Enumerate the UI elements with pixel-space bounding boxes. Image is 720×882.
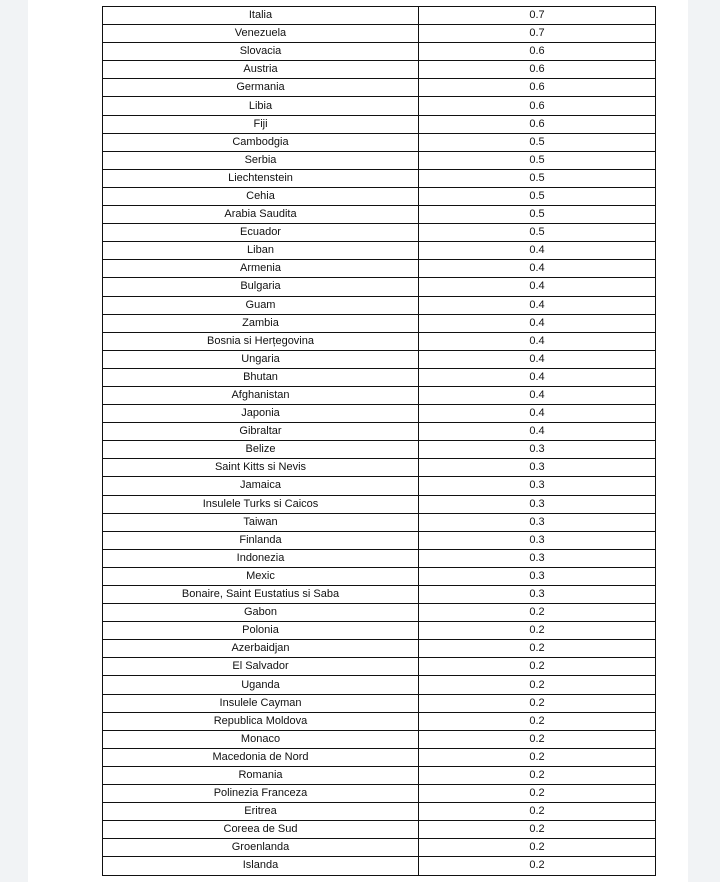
value-cell: 0.2 [419,839,656,857]
value-cell: 0.5 [419,224,656,242]
value-cell: 0.7 [419,25,656,43]
table-row [103,43,656,61]
value-cell: 0.2 [419,712,656,730]
value-cell: 0.3 [419,586,656,604]
country-cell: El Salvador [103,658,419,676]
country-cell: Serbia [103,151,419,169]
table-row [103,821,656,839]
table-row [103,549,656,567]
country-cell: Bosnia si Herțegovina [103,332,419,350]
value-cell: 0.2 [419,604,656,622]
country-cell: Indonezia [103,549,419,567]
table-row [103,296,656,314]
country-cell: Cambodgia [103,133,419,151]
country-cell: Ungaria [103,350,419,368]
value-cell: 0.4 [419,405,656,423]
value-cell: 0.5 [419,169,656,187]
country-cell: Polinezia Franceza [103,785,419,803]
value-cell: 0.3 [419,441,656,459]
country-cell: Belize [103,441,419,459]
table-row [103,857,656,875]
table-row [103,676,656,694]
country-cell: Polonia [103,622,419,640]
value-cell: 0.6 [419,43,656,61]
value-cell: 0.3 [419,567,656,585]
country-cell: Mexic [103,567,419,585]
value-cell: 0.4 [419,332,656,350]
value-cell: 0.7 [419,7,656,25]
table-row [103,405,656,423]
country-cell: Insulele Cayman [103,694,419,712]
table-row [103,115,656,133]
table-row [103,242,656,260]
value-cell: 0.3 [419,477,656,495]
country-cell: Republica Moldova [103,712,419,730]
table-row [103,314,656,332]
table-row [103,839,656,857]
value-cell: 0.3 [419,549,656,567]
table-row [103,169,656,187]
value-cell: 0.3 [419,459,656,477]
country-cell: Azerbaidjan [103,640,419,658]
value-cell: 0.4 [419,368,656,386]
table-row [103,206,656,224]
value-cell: 0.5 [419,206,656,224]
country-cell: Armenia [103,260,419,278]
value-cell: 0.2 [419,857,656,875]
table-row [103,694,656,712]
country-cell: Groenlanda [103,839,419,857]
country-cell: Bhutan [103,368,419,386]
value-cell: 0.2 [419,821,656,839]
country-cell: Eritrea [103,803,419,821]
value-cell: 0.6 [419,79,656,97]
table-row [103,586,656,604]
country-cell: Monaco [103,730,419,748]
country-cell: Insulele Turks si Caicos [103,495,419,513]
table-body [103,7,656,876]
value-cell: 0.3 [419,513,656,531]
country-cell: Islanda [103,857,419,875]
table-row [103,730,656,748]
table-row [103,278,656,296]
table-row [103,260,656,278]
table-row [103,604,656,622]
country-cell: Jamaica [103,477,419,495]
country-cell: Uganda [103,676,419,694]
table-row [103,748,656,766]
table-row [103,785,656,803]
country-cell: Gibraltar [103,423,419,441]
value-cell: 0.6 [419,115,656,133]
value-cell: 0.4 [419,242,656,260]
value-cell: 0.5 [419,133,656,151]
table-row [103,350,656,368]
country-cell: Zambia [103,314,419,332]
value-cell: 0.4 [419,296,656,314]
table-row [103,712,656,730]
table-row [103,567,656,585]
table-row [103,7,656,25]
country-cell: Afghanistan [103,386,419,404]
value-cell: 0.5 [419,151,656,169]
table-row [103,386,656,404]
country-cell: Slovacia [103,43,419,61]
country-cell: Liechtenstein [103,169,419,187]
country-cell: Guam [103,296,419,314]
country-cell: Germania [103,79,419,97]
table-row [103,513,656,531]
country-cell: Fiji [103,115,419,133]
value-cell: 0.6 [419,97,656,115]
table-row [103,25,656,43]
country-cell: Ecuador [103,224,419,242]
country-cell: Coreea de Sud [103,821,419,839]
value-cell: 0.2 [419,803,656,821]
value-cell: 0.2 [419,694,656,712]
country-cell: Saint Kitts si Nevis [103,459,419,477]
table-row [103,640,656,658]
table-row [103,477,656,495]
table-row [103,459,656,477]
country-cell: Bulgaria [103,278,419,296]
country-cell: Libia [103,97,419,115]
table-row [103,803,656,821]
table-row [103,658,656,676]
value-cell: 0.2 [419,640,656,658]
value-cell: 0.3 [419,495,656,513]
country-cell: Taiwan [103,513,419,531]
table-row [103,622,656,640]
value-cell: 0.2 [419,676,656,694]
table-row [103,368,656,386]
table-row [103,79,656,97]
value-cell: 0.4 [419,260,656,278]
country-cell: Japonia [103,405,419,423]
table-row [103,423,656,441]
value-cell: 0.4 [419,314,656,332]
country-value-table [102,6,656,876]
value-cell: 0.2 [419,622,656,640]
value-cell: 0.4 [419,350,656,368]
value-cell: 0.2 [419,748,656,766]
table-row [103,332,656,350]
value-cell: 0.4 [419,278,656,296]
table-row [103,531,656,549]
country-cell: Venezuela [103,25,419,43]
value-cell: 0.2 [419,766,656,784]
country-cell: Italia [103,7,419,25]
value-cell: 0.2 [419,730,656,748]
value-cell: 0.3 [419,531,656,549]
table-row [103,133,656,151]
country-cell: Cehia [103,187,419,205]
table-row [103,224,656,242]
table-row [103,61,656,79]
value-cell: 0.4 [419,386,656,404]
country-cell: Bonaire, Saint Eustatius si Saba [103,586,419,604]
table-row [103,441,656,459]
country-cell: Liban [103,242,419,260]
value-cell: 0.5 [419,187,656,205]
value-cell: 0.2 [419,785,656,803]
table-row [103,766,656,784]
document-page [28,0,688,882]
country-cell: Finlanda [103,531,419,549]
table-row [103,151,656,169]
value-cell: 0.2 [419,658,656,676]
table-row [103,187,656,205]
country-cell: Romania [103,766,419,784]
table-row [103,97,656,115]
country-cell: Macedonia de Nord [103,748,419,766]
country-cell: Gabon [103,604,419,622]
value-cell: 0.6 [419,61,656,79]
value-cell: 0.4 [419,423,656,441]
table-row [103,495,656,513]
country-cell: Austria [103,61,419,79]
country-cell: Arabia Saudita [103,206,419,224]
